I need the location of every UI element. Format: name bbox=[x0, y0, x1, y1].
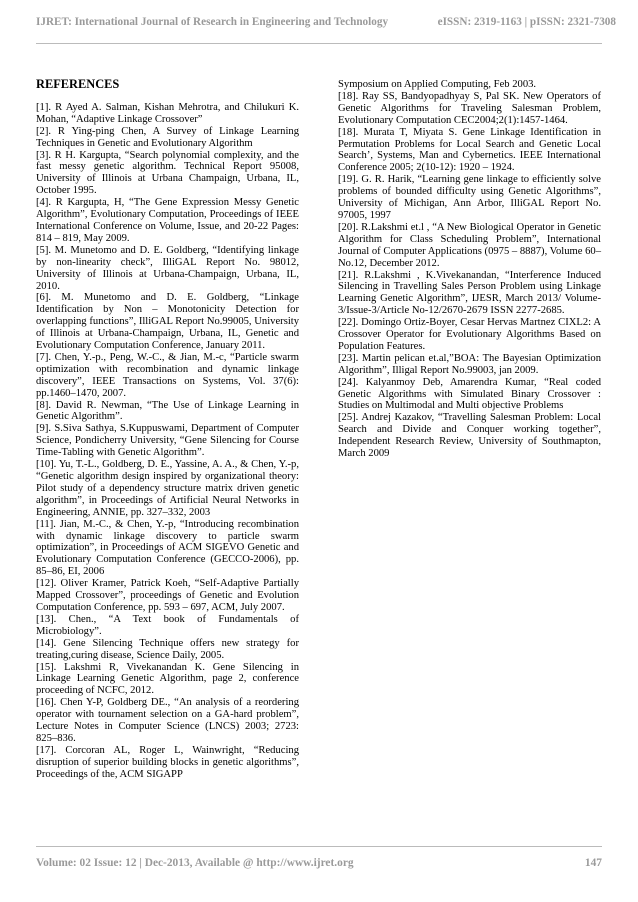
reference-item: [19]. G. R. Harik, “Learning gene linkage to efficiently solve problems of bounded difficulty using Genetic Algorithms”, University of Michigan, Ann Arbor, IlliGAL Report No. 97005, 1997 bbox=[338, 174, 601, 221]
reference-item: [24]. Kalyanmoy Deb, Amarendra Kumar, “Real coded Genetic Algorithms with Simulated Binary Crossover : Studies on Multimodal and Multi objective Problems bbox=[338, 376, 601, 412]
reference-item: [2]. R Ying-ping Chen, A Survey of Linkage Learning Techniques in Genetic and Evolutionary Algorithm bbox=[36, 125, 299, 149]
volume-info: Volume: 02 Issue: 12 | Dec-2013, Available @ http://www.ijret.org bbox=[36, 857, 354, 869]
header-divider bbox=[36, 43, 602, 44]
reference-list-left bbox=[36, 102, 299, 781]
reference-item: [15]. Lakshmi R, Vivekanandan K. Gene Silencing in Linkage Learning Genetic Algorithm, page 2, conference proceeding of NCFC, 2012. bbox=[36, 661, 299, 697]
page-footer bbox=[36, 853, 602, 873]
left-column bbox=[36, 76, 299, 781]
reference-item: Symposium on Applied Computing, Feb 2003. bbox=[338, 79, 537, 90]
reference-item: [17]. Corcoran AL, Roger L, Wainwright, “Reducing disruption of superior building blocks in genetic algorithms”, Proceedings of the, ACM SIGAPP bbox=[36, 744, 299, 780]
reference-item: [10]. Yu, T.-L., Goldberg, D. E., Yassine, A. A., & Chen, Y.-p, “Genetic algorithm design inspired by organizational theory: Pilot study of a dependency structure matrix driven genetic algorithm”, in Proceedings of Artificial Neural Networks in Engineering, ANNIE, pp. 327–332, 2003 bbox=[36, 459, 299, 518]
reference-item: [8]. David R. Newman, “The Use of Linkage Learning in Genetic Algorithm”. bbox=[36, 399, 299, 423]
reference-item: [21]. R.Lakshmi , K.Vivekanandan, “Interference Induced Silencing in Travelling Sales Person Problem using Linkage Learning Genetic Algorithm”, IJESR, March 2013/ Volume-3/Issue-3/Article No-12/2670-2679 ISSN 2277-2685. bbox=[338, 269, 601, 317]
reference-item: [14]. Gene Silencing Technique offers new strategy for treating,curing disease, Science Daily, 2005. bbox=[36, 637, 299, 661]
reference-item: [5]. M. Munetomo and D. E. Goldberg, “Identifying linkage by non-linearity check”, IlliGAL Report No. 98012, University of Illinois at Urbana-Champaign, Urbana, IL, 2010. bbox=[36, 244, 299, 292]
journal-title: IJRET: International Journal of Research in Engineering and Technology bbox=[36, 16, 389, 28]
reference-item: [9]. S.Siva Sathya, S.Kuppuswami, Department of Computer Science, Pondicherry University, “Gene Silencing for Course Time-Tabling with Genetic Algorithm”. bbox=[36, 423, 299, 459]
reference-item: [11]. Jian, M.-C., & Chen, Y.-p, “Introducing recombination with dynamic linkage discovery to particle swarm optimization”, in Proceedings of ACM SIGEVO Genetic and Evolutionary Computation Conference (GECCO-2006), pp. 85–86, EI, 2006 bbox=[36, 518, 299, 578]
reference-item: [23]. Martin pelican et.al,”BOA: The Bayesian Optimization Algorithm”, Illigal Report No.99003, jan 2009. bbox=[338, 352, 601, 376]
reference-item: [18]. Ray SS, Bandyopadhyay S, Pal SK. New Operators of Genetic Algorithms for Traveling Salesman Problem, Evolutionary Computation CEC2004;2(1):1457-1464. bbox=[338, 90, 601, 126]
reference-item: [4]. R Kargupta, H, “The Gene Expression Messy Genetic Algorithm”, Evolutionary Computation, Proceedings of IEEE International Conference on Volume, Issue, and 20-22 Pages: 814 – 819, May 2009. bbox=[36, 197, 299, 244]
right-column bbox=[338, 79, 601, 460]
reference-item: [1]. R Ayed A. Salman, Kishan Mehrotra, and Chilukuri K. Mohan, “Adaptive Linkage Crossover” bbox=[36, 101, 299, 125]
reference-list-right bbox=[338, 79, 601, 460]
references-heading: REFERENCES bbox=[36, 77, 120, 91]
page-number: 147 bbox=[584, 857, 602, 869]
reference-item: [20]. R.Lakshmi et.l , “A New Biological Operator in Genetic Algorithm for Class Scheduling Problem”, International Journal of Computer Applications (0975 – 8887), Volume 60– No.12, December 2012. bbox=[338, 221, 601, 269]
reference-item: [12]. Oliver Kramer, Patrick Koeh, “Self-Adaptive Partially Mapped Crossover”, proceedings of Genetic and Evolution Computation Conference, pp. 593 – 697, ACM, July 2007. bbox=[36, 578, 299, 613]
reference-item: [13]. Chen., “A Text book of Fundamentals of Microbiology”. bbox=[36, 613, 299, 637]
reference-item: [22]. Domingo Ortiz-Boyer, Cesar Hervas Martnez CIXL2: A Crossover Operator for Evolutionary Algorithms Based on Population Features. bbox=[338, 317, 601, 352]
reference-item: [18]. Murata T, Miyata S. Gene Linkage Identification in Permutation Problems for Local Search and Genetic Local Search’, Systems, Man and Cybernetics. IEEE International Conference 2005; 2(10-12): 1920 – 1924. bbox=[338, 126, 601, 174]
reference-item: [16]. Chen Y-P, Goldberg DE., “An analysis of a reordering operator with tournament selection on a GA-hard problem”, Lecture Notes in Computer Science (LNCS) 2003; 2723: 825–836. bbox=[36, 697, 299, 744]
reference-item: [25]. Andrej Kazakov, “Travelling Salesman Problem: Local Search and Divide and Conquer working together”, Independent Research Review, University of Southmapton, March 2009 bbox=[338, 412, 601, 460]
page-header bbox=[36, 12, 616, 32]
reference-item: [7]. Chen, Y.-p., Peng, W.-C., & Jian, M.-c, “Particle swarm optimization with recombination and dynamic linkage discovery”, IEEE Transactions on Systems, Vol. 37(6): pp.1460–1470, 2007. bbox=[36, 351, 299, 399]
reference-item: [3]. R H. Kargupta, “Search polynomial complexity, and the fast messy genetic algorithm. Technical Report 95008, University of Illinois at Urbana Champaign, Urbana, IL, October 1995. bbox=[36, 149, 299, 197]
footer-divider bbox=[36, 846, 602, 847]
reference-item: [6]. M. Munetomo and D. E. Goldberg, “Linkage Identification by Non – Monotonicity Detection for overlapping functions”, IlliGAL Report No.99005, University of Illinois at Urbana-Champaign, Urbana, IL, Genetic and Evolutionary Computation Conference, January 2011. bbox=[36, 292, 299, 352]
issn-info: eISSN: 2319-1163 | pISSN: 2321-7308 bbox=[437, 16, 616, 28]
